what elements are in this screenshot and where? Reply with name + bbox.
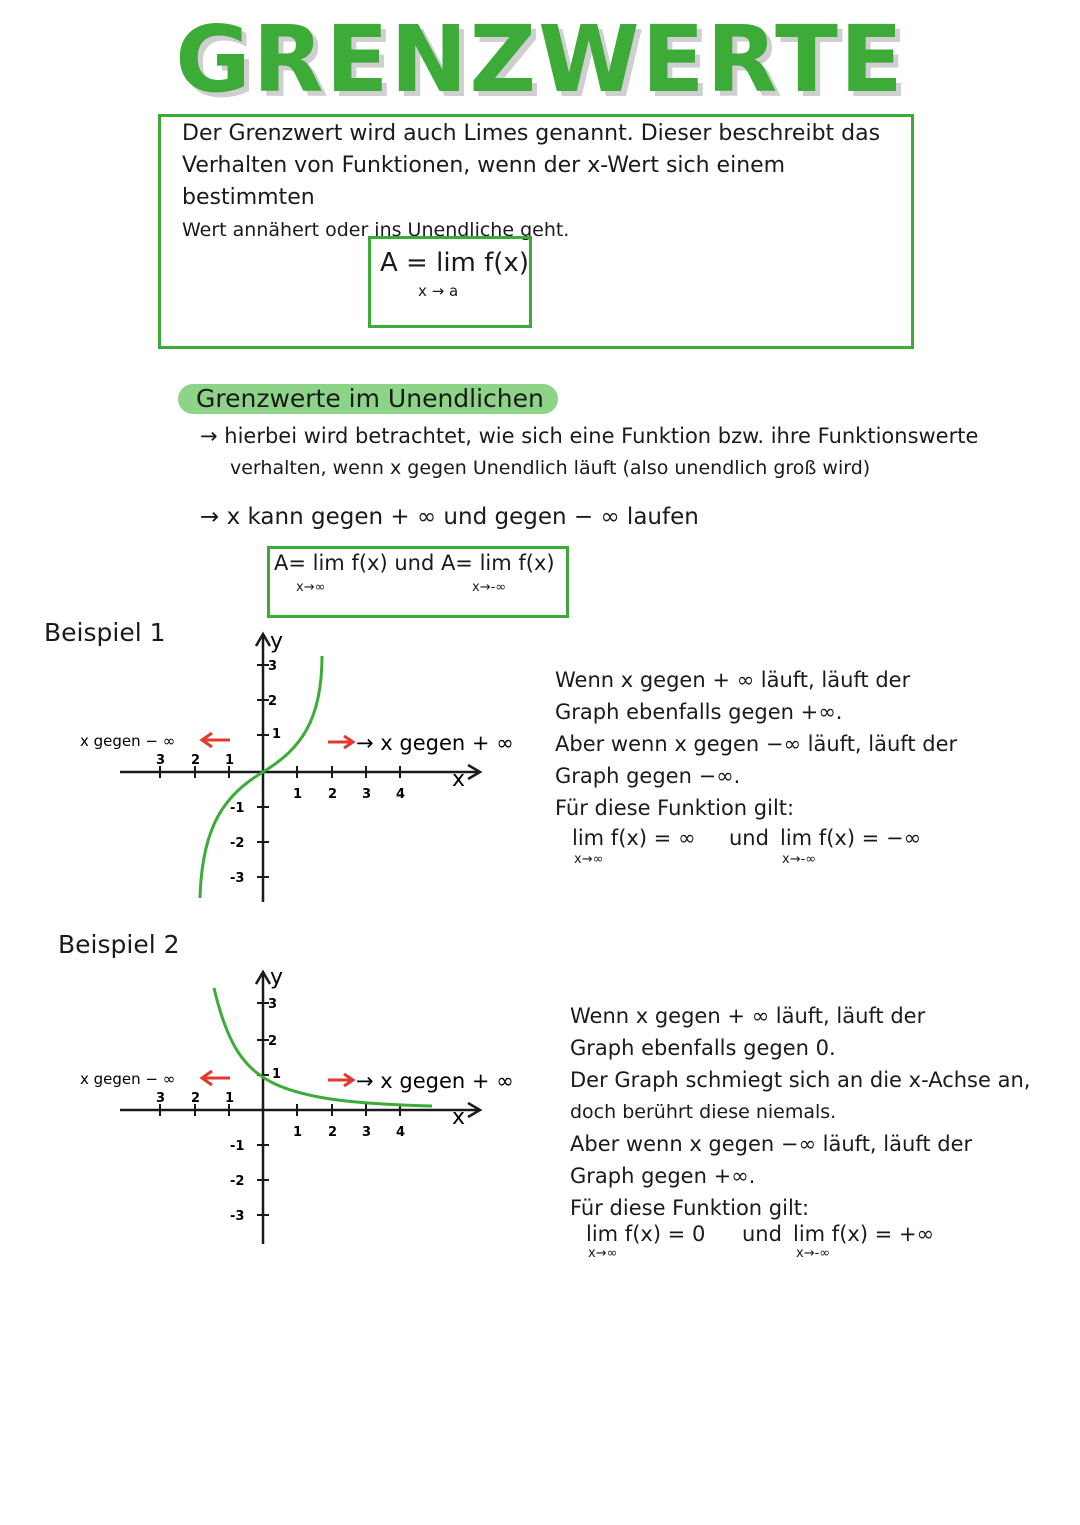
svg-text:2: 2: [268, 1034, 278, 1049]
left-limit-label: x gegen − ∞: [80, 732, 176, 750]
example-1-note-5: Für diese Funktion gilt:: [555, 796, 795, 820]
example-1-note-3: Aber wenn x gegen −∞ läuft, läuft der: [555, 732, 958, 756]
svg-text:1: 1: [293, 1125, 303, 1140]
example-1-graph: [60, 620, 530, 910]
right-limit-label: → x gegen + ∞: [356, 731, 514, 755]
example-1-label: Beispiel 1: [44, 618, 166, 647]
example-2-lim-und: und: [742, 1222, 782, 1246]
svg-text:2: 2: [328, 787, 338, 802]
section-heading: Grenzwerte im Unendlichen: [178, 384, 558, 414]
example-2-lim-2-sub: x→-∞: [796, 1246, 831, 1261]
example-1-lim-2-sub: x→-∞: [782, 852, 817, 867]
example-1-note-2: Graph ebenfalls gegen +∞.: [555, 700, 843, 724]
svg-text:3: 3: [156, 1091, 166, 1106]
example-2-note-5: Aber wenn x gegen −∞ läuft, läuft der: [570, 1132, 973, 1156]
svg-text:-1: -1: [230, 1139, 245, 1154]
bullet-2: → x kann gegen + ∞ und gegen − ∞ laufen: [200, 504, 699, 530]
example-2-lim-1: lim f(x) = 0: [586, 1222, 706, 1246]
svg-text:2: 2: [191, 753, 201, 768]
svg-text:3: 3: [362, 787, 372, 802]
bullet-1-line-1: → hierbei wird betrachtet, wie sich eine Funktion bzw. ihre Funktionswerte: [200, 424, 979, 448]
example-2-lim-1-sub: x→∞: [588, 1246, 618, 1261]
example-2-label: Beispiel 2: [58, 930, 180, 959]
example-2-graph: [60, 958, 530, 1248]
infinity-limit-sub-1: x→∞: [296, 580, 326, 595]
y-axis-label: y: [270, 965, 284, 990]
example-1-notes: [555, 664, 957, 824]
svg-text:-2: -2: [230, 836, 245, 851]
example-1-note-4: Graph gegen −∞.: [555, 764, 741, 788]
example-2-note-4: doch berührt diese niemals.: [570, 1101, 837, 1123]
example-2-note-1: Wenn x gegen + ∞ läuft, läuft der: [570, 1004, 926, 1028]
svg-text:1: 1: [272, 727, 282, 742]
example-2-note-3: Der Graph schmiegt sich an die x-Achse an,: [570, 1068, 1031, 1092]
infinity-limit-sub-2: x→-∞: [472, 580, 507, 595]
y-axis-label: y: [270, 629, 284, 654]
svg-text:1: 1: [225, 753, 235, 768]
definition-line-1: Der Grenzwert wird auch Limes genannt. Dieser beschreibt das: [182, 121, 881, 146]
bullet-1-line-2: verhalten, wenn x gegen Unendlich läuft (also unendlich groß wird): [230, 457, 871, 479]
page-title: GRENZWERTE: [175, 6, 905, 113]
svg-text:-3: -3: [230, 1209, 245, 1224]
svg-text:1: 1: [225, 1091, 235, 1106]
svg-text:2: 2: [268, 694, 278, 709]
infinity-limit-formula: A= lim f(x) und A= lim f(x): [274, 551, 555, 575]
example-2-lim-2: lim f(x) = +∞: [793, 1222, 935, 1246]
svg-text:2: 2: [328, 1125, 338, 1140]
definition-line-2: Verhalten von Funktionen, wenn der x-Wert sich einem bestimmten: [182, 153, 786, 210]
example-2-note-6: Graph gegen +∞.: [570, 1164, 756, 1188]
svg-text:3: 3: [268, 659, 278, 674]
x-axis-label: x: [452, 1105, 466, 1130]
svg-text:1: 1: [272, 1067, 282, 1082]
right-limit-label: → x gegen + ∞: [356, 1069, 514, 1093]
example-2-notes: [570, 1000, 1030, 1224]
svg-text:2: 2: [191, 1091, 201, 1106]
svg-text:-1: -1: [230, 801, 245, 816]
example-1-lim-2: lim f(x) = −∞: [780, 826, 922, 850]
definition-line-3: Wert annähert oder ins Unendliche geht.: [182, 219, 570, 241]
example-1-note-1: Wenn x gegen + ∞ läuft, läuft der: [555, 668, 911, 692]
svg-text:3: 3: [362, 1125, 372, 1140]
definition-text: [182, 118, 902, 246]
svg-text:-2: -2: [230, 1174, 245, 1189]
example-2-note-7: Für diese Funktion gilt:: [570, 1196, 810, 1220]
svg-text:3: 3: [156, 753, 166, 768]
example-1-lim-1-sub: x→∞: [574, 852, 604, 867]
left-limit-label: x gegen − ∞: [80, 1070, 176, 1088]
example-1-lim-und: und: [729, 826, 769, 850]
limit-formula: A = lim f(x): [380, 248, 529, 278]
example-1-lim-1: lim f(x) = ∞: [572, 826, 696, 850]
svg-text:4: 4: [396, 787, 406, 802]
example-2-note-2: Graph ebenfalls gegen 0.: [570, 1036, 836, 1060]
svg-text:1: 1: [293, 787, 303, 802]
svg-text:3: 3: [268, 997, 278, 1012]
svg-text:-3: -3: [230, 871, 245, 886]
limit-formula-subscript: x → a: [418, 282, 459, 300]
x-axis-label: x: [452, 767, 466, 792]
function-curve: [200, 656, 322, 898]
svg-text:4: 4: [396, 1125, 406, 1140]
